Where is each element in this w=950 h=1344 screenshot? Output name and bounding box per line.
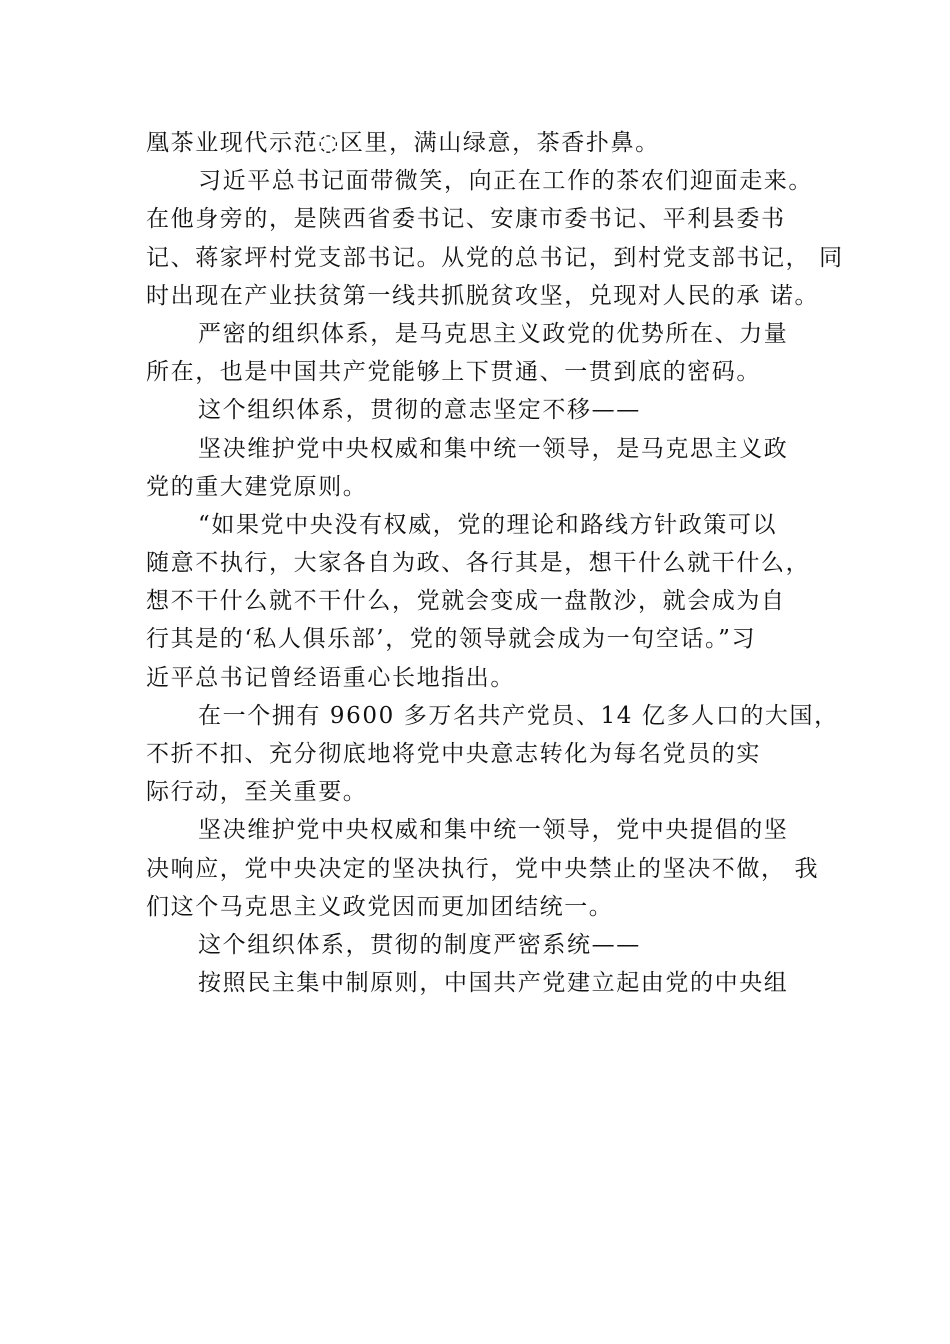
text-line: 在一个拥有 9600 多万名共产党员、14 亿多人口的大国， bbox=[198, 702, 839, 729]
text-line: 近平总书记曾经语重心长地指出。 bbox=[146, 664, 515, 691]
text-line: 按照民主集中制原则，中国共产党建立起由党的中央组 bbox=[198, 970, 789, 997]
text-line: 党的重大建党原则。 bbox=[146, 473, 368, 500]
text-line: 想不干什么就不干什么，党就会变成一盘散沙，就会成为自 bbox=[146, 588, 786, 615]
text-line: 随意不执行，大家各自为政、各行其是，想干什么就干什么， bbox=[146, 550, 811, 577]
text-line: 行其是的‘私人俱乐部’，党的领导就会成为一句空话。”习 bbox=[146, 626, 757, 653]
text-line: 坚决维护党中央权威和集中统一领导，是马克思主义政 bbox=[198, 435, 789, 462]
text-line: 凰茶业现代示范◌区里，满山绿意，茶香扑鼻。 bbox=[146, 130, 660, 156]
text-line: 们这个马克思主义政党因而更加团结统一。 bbox=[146, 893, 614, 920]
text-line: 坚决维护党中央权威和集中统一领导，党中央提倡的坚 bbox=[198, 817, 789, 844]
text-line: 际行动，至关重要。 bbox=[146, 779, 368, 806]
text-line: 时出现在产业扶贫第一线共抓脱贫攻坚，兑现对人民的承 诺。 bbox=[146, 282, 820, 309]
text-line: 不折不扣、充分彻底地将党中央意志转化为每名党员的实 bbox=[146, 741, 761, 767]
text-line: 决响应，党中央决定的坚决执行，党中央禁止的坚决不做， 我 bbox=[146, 855, 820, 882]
text-line: 记、蒋家坪村党支部书记。从党的总书记，到村党支部书记， 同 bbox=[146, 244, 844, 271]
body-text bbox=[146, 124, 844, 1002]
text-line: 习近平总书记面带微笑，向正在工作的茶农们迎面走来。 bbox=[198, 168, 813, 195]
text-line: “如果党中央没有权威，党的理论和路线方针政策可以 bbox=[198, 511, 778, 538]
text-line: 严密的组织体系，是马克思主义政党的优势所在、力量 bbox=[198, 320, 789, 347]
text-line: 在他身旁的，是陕西省委书记、安康市委书记、平利县委书 bbox=[146, 206, 786, 233]
text-line: 所在，也是中国共产党能够上下贯通、一贯到底的密码。 bbox=[146, 359, 761, 386]
text-line: 这个组织体系，贯彻的意志坚定不移—— bbox=[198, 397, 641, 424]
text-line: 这个组织体系，贯彻的制度严密系统—— bbox=[198, 931, 641, 958]
